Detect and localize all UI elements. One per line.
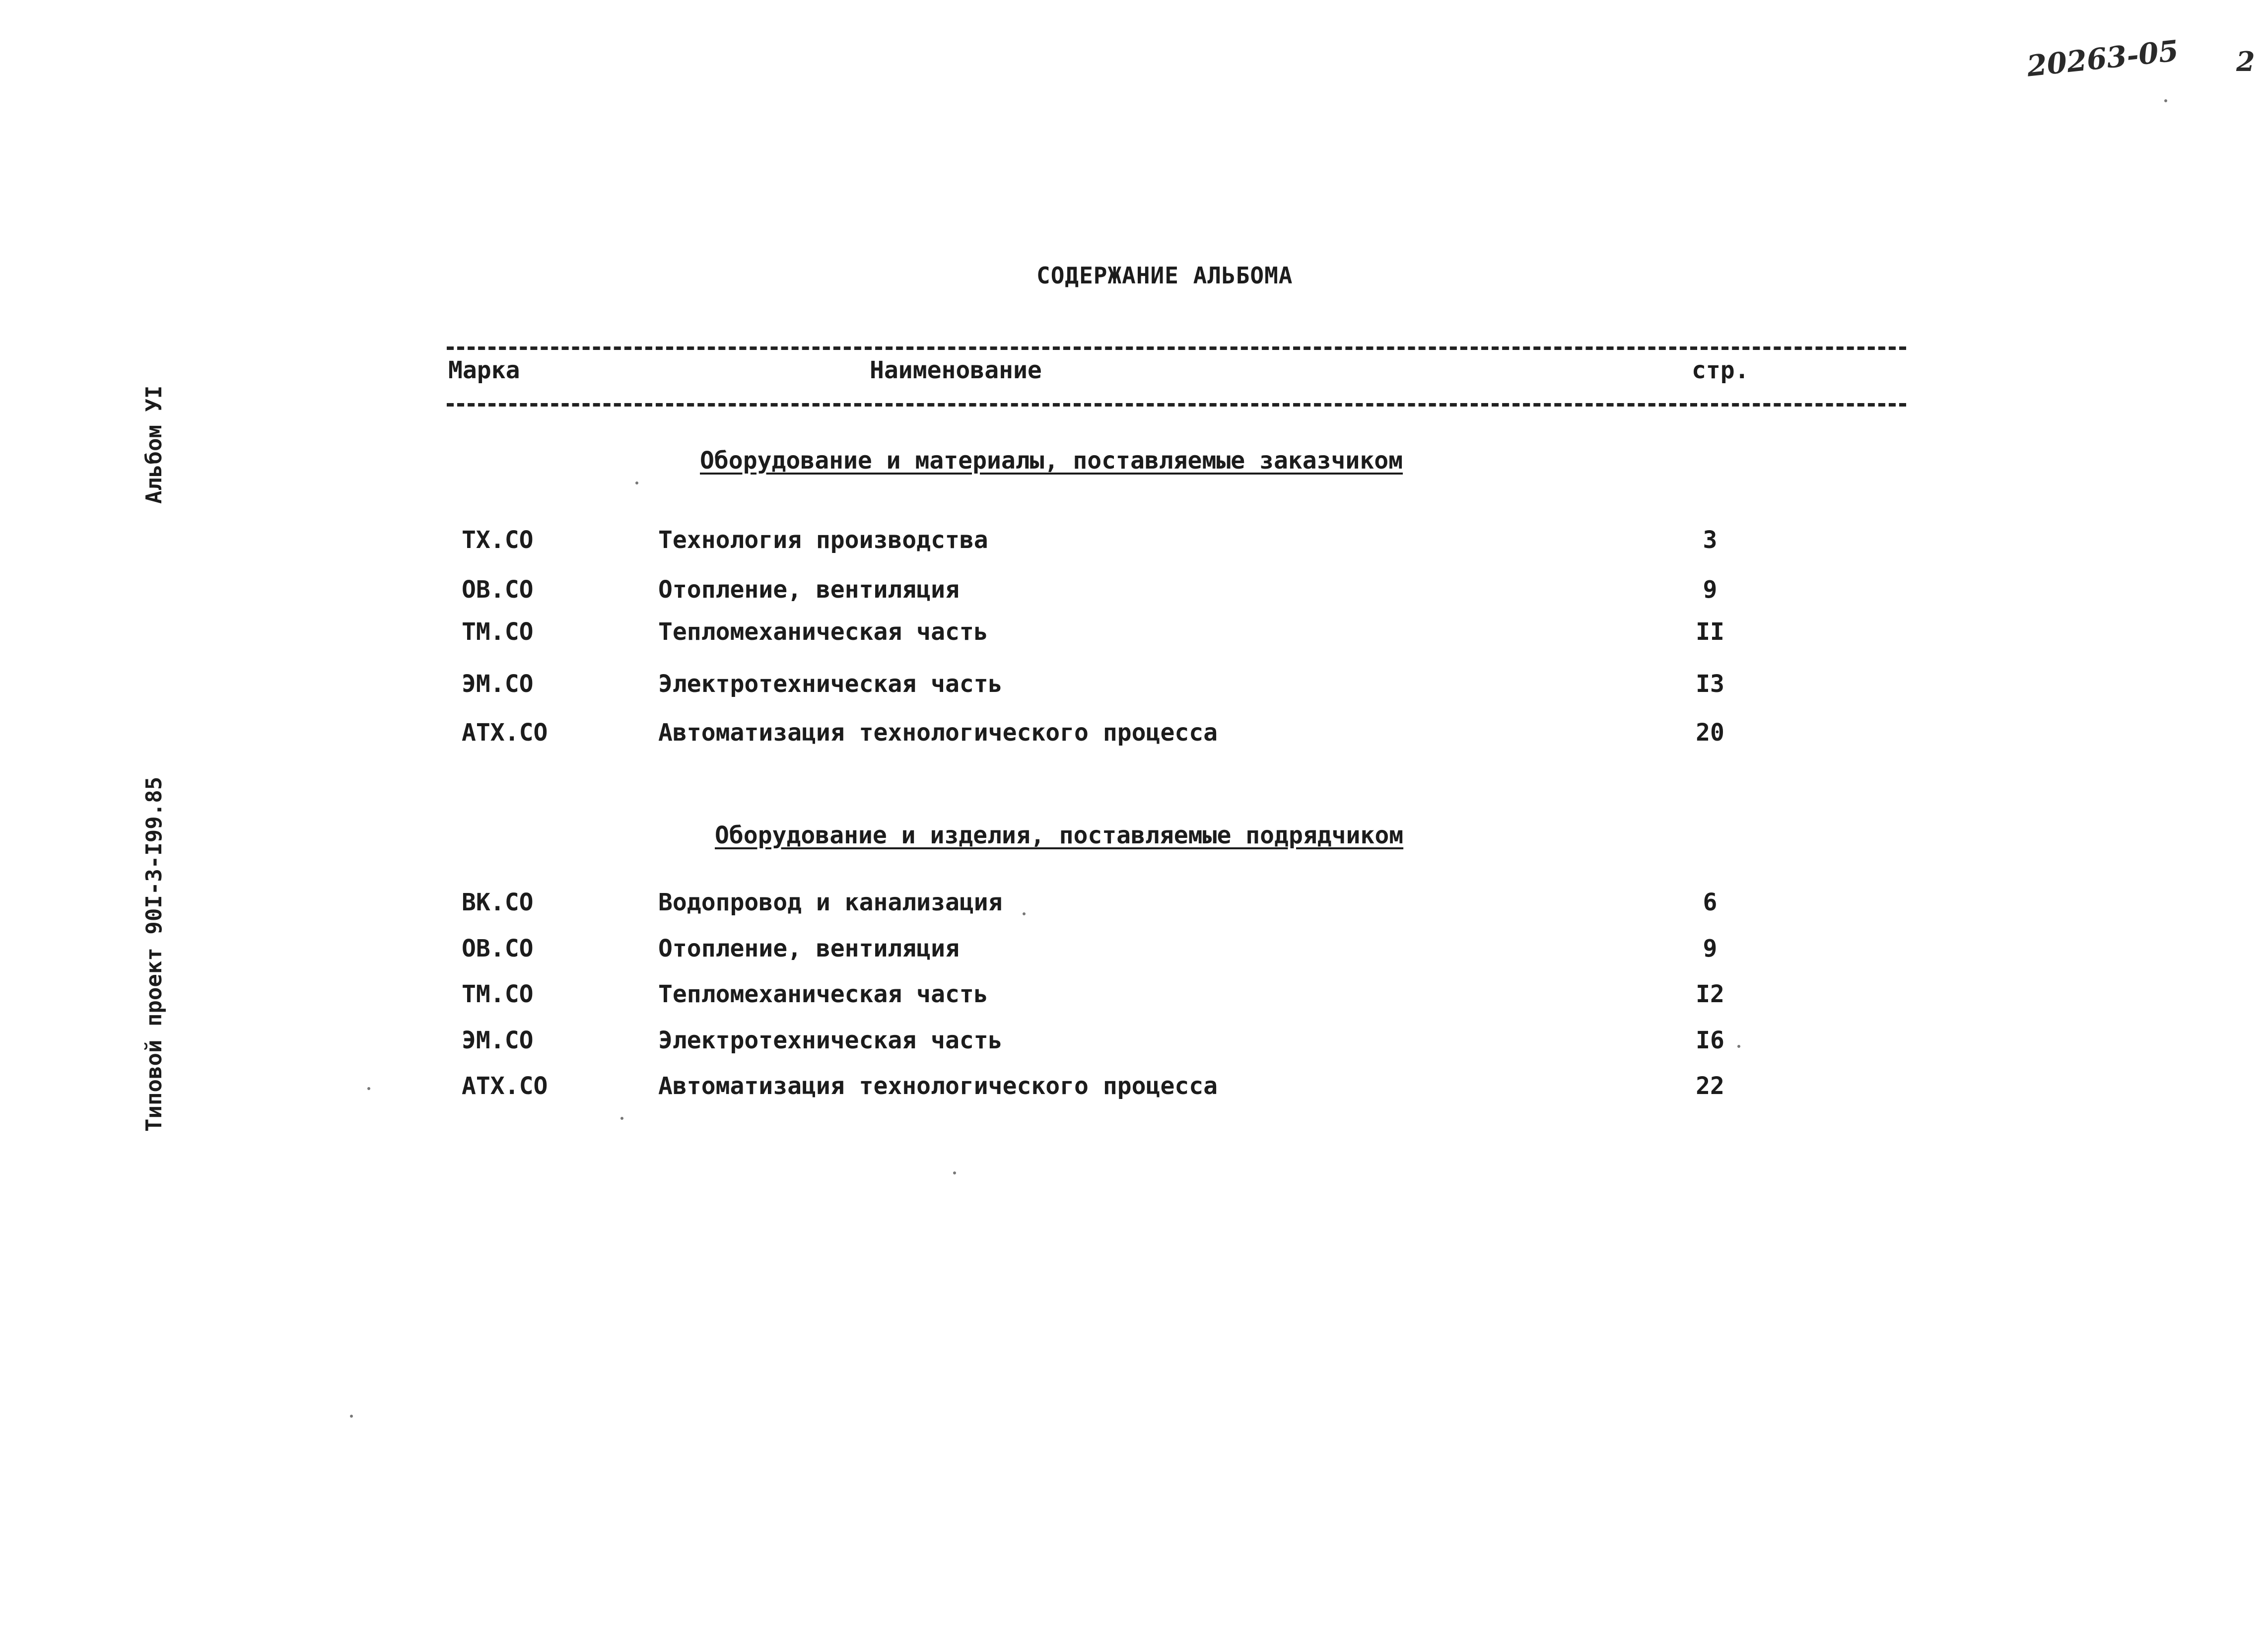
row-mark: ОВ.СО bbox=[462, 576, 534, 604]
table-header-top-rule bbox=[447, 346, 1906, 350]
column-header-name: Наименование bbox=[870, 356, 1042, 384]
table-row bbox=[0, 670, 2268, 700]
row-page: 22 bbox=[1696, 1072, 1724, 1100]
column-header-page: стр. bbox=[1692, 356, 1749, 384]
row-mark: ТМ.СО bbox=[462, 618, 534, 646]
row-mark: ЭМ.СО bbox=[462, 1027, 534, 1054]
row-name: Отопление, вентиляция bbox=[658, 935, 960, 962]
column-header-mark: Марка bbox=[448, 356, 520, 384]
row-page: 20 bbox=[1696, 719, 1724, 747]
row-name: Электротехническая часть bbox=[658, 670, 1003, 698]
row-page: 9 bbox=[1703, 576, 1718, 604]
table-row bbox=[0, 1027, 2268, 1056]
table-row bbox=[0, 935, 2268, 964]
row-page: 3 bbox=[1703, 526, 1718, 554]
row-page: 6 bbox=[1703, 889, 1718, 916]
table-row bbox=[0, 618, 2268, 648]
scan-speck bbox=[620, 1117, 623, 1120]
row-page: I2 bbox=[1696, 980, 1724, 1008]
section-title-customer: Оборудование и материалы, поставляемые заказчиком bbox=[700, 447, 1403, 475]
handwritten-sheet-number: 2 bbox=[2236, 46, 2255, 77]
row-mark: ТМ.СО bbox=[462, 980, 534, 1008]
scan-speck bbox=[367, 1087, 370, 1090]
section-title-contractor: Оборудование и изделия, поставляемые подрядчиком bbox=[715, 822, 1404, 849]
table-row bbox=[0, 576, 2268, 606]
row-mark: ОВ.СО bbox=[462, 935, 534, 962]
row-name: Водопровод и канализация bbox=[658, 889, 1003, 916]
row-page: II bbox=[1696, 618, 1724, 646]
scan-speck bbox=[1023, 912, 1026, 915]
table-row bbox=[0, 719, 2268, 749]
row-name: Тепломеханическая часть bbox=[658, 980, 988, 1008]
row-name: Тепломеханическая часть bbox=[658, 618, 988, 646]
scan-speck bbox=[635, 481, 638, 484]
row-mark: АТХ.СО bbox=[462, 1072, 548, 1100]
handwritten-document-number: 20263-05 bbox=[2025, 33, 2181, 83]
row-mark: АТХ.СО bbox=[462, 719, 548, 747]
page-title: СОДЕРЖАНИЕ АЛЬБОМА bbox=[1036, 262, 1293, 289]
row-name: Автоматизация технологического процесса bbox=[658, 719, 1218, 747]
table-header-bottom-rule bbox=[447, 403, 1906, 407]
row-mark: ТХ.СО bbox=[462, 526, 534, 554]
table-row bbox=[0, 1072, 2268, 1102]
scan-speck bbox=[2164, 99, 2167, 102]
row-name: Отопление, вентиляция bbox=[658, 576, 960, 604]
scan-speck bbox=[350, 1415, 353, 1418]
row-page: 9 bbox=[1703, 935, 1718, 962]
row-page: I6 bbox=[1696, 1027, 1724, 1054]
side-label-album: Альбом УI bbox=[141, 385, 167, 504]
row-mark: ВК.СО bbox=[462, 889, 534, 916]
row-name: Электротехническая часть bbox=[658, 1027, 1003, 1054]
table-row bbox=[0, 526, 2268, 556]
row-name: Технология производства bbox=[658, 526, 988, 554]
side-label-project: Типовой проект 90I-3-I99.85 bbox=[141, 776, 167, 1132]
row-page: I3 bbox=[1696, 670, 1724, 698]
table-row bbox=[0, 889, 2268, 918]
row-name: Автоматизация технологического процесса bbox=[658, 1072, 1218, 1100]
table-row bbox=[0, 980, 2268, 1010]
scan-speck bbox=[953, 1171, 956, 1174]
row-mark: ЭМ.СО bbox=[462, 670, 534, 698]
scan-speck bbox=[1737, 1045, 1740, 1048]
